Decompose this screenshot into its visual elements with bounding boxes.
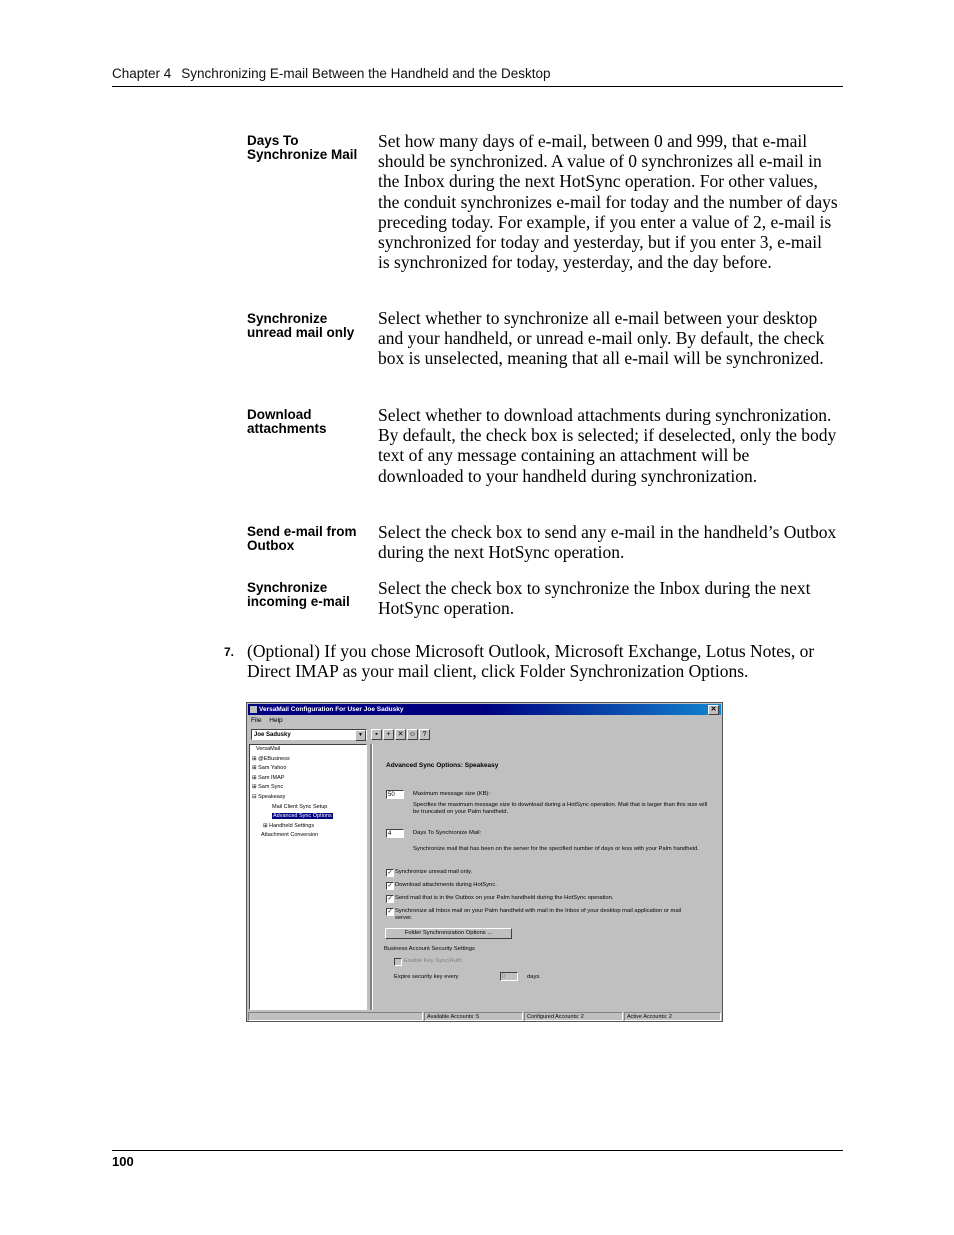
term-download-attachments: Download attachments <box>247 407 327 436</box>
menu-file[interactable]: File <box>251 717 262 724</box>
page-number: 100 <box>112 1154 134 1169</box>
desc-synchronize-incoming: Select the check box to synchronize the Inbox during the next HotSync operation. <box>378 578 811 619</box>
expire-input[interactable]: 0 <box>500 972 518 981</box>
window-titlebar <box>248 704 721 715</box>
sync-inbox-checkbox[interactable]: ✓ <box>387 909 393 915</box>
security-checkbox-label: Enable Key Sync/Auth <box>404 958 462 964</box>
new-account-icon[interactable]: + <box>383 729 394 740</box>
running-header <box>112 66 843 81</box>
desc-send-from-outbox: Select the check box to send any e-mail in the handheld’s Outbox during the next HotSync operation. <box>378 522 837 563</box>
tree-item[interactable]: VersaMail <box>256 746 281 752</box>
download-attachments-label: Download attachments during HotSync. <box>395 882 497 888</box>
close-icon[interactable]: ✕ <box>708 705 719 715</box>
tree-item[interactable]: Attachment Conversion <box>261 832 319 839</box>
chapter-label: Chapter 4 <box>112 66 172 81</box>
send-outbox-checkbox[interactable]: ✓ <box>387 896 393 902</box>
desc-synchronize-unread: Select whether to synchronize all e-mail between your desktop and your handheld, or unread e-mail only. By default, the check box is unselected, meaning that all e-mail will be synchronized. <box>378 308 825 369</box>
pane-title: Advanced Sync Options: Speakeasy <box>386 762 499 769</box>
menu-bar <box>251 716 289 726</box>
unread-only-label: Synchronize unread mail only. <box>395 869 473 875</box>
desc-days-to-synchronize: Set how many days of e-mail, between 0 and 999, that e-mail should be synchronized. A value of 0 synchronizes all e-mail in the Inbox during the next HotSync operation. For other values, the conduit synchronizes e-mail for today and the number of days preceding today. For example, if you enter a value of 2, e-mail is synchronized for today and yesterday, but if you enter 3, e-mail is synchronized for today, yesterday, and the day before. <box>378 131 838 273</box>
chevron-down-icon[interactable]: ▼ <box>355 730 366 741</box>
tree-item[interactable]: ⊞ Sam IMAP <box>252 774 285 781</box>
tree-item-selected[interactable]: Advanced Sync Options <box>273 813 332 820</box>
folder-sync-options-button[interactable]: Folder Synchronization Options ... <box>385 928 512 939</box>
status-active: Active Accounts: 2 <box>624 1012 721 1021</box>
help-icon[interactable]: ? <box>419 729 430 740</box>
user-icon[interactable]: ☺ <box>408 731 417 738</box>
chapter-title: Synchronizing E-mail Between the Handheld and the Desktop <box>181 66 551 81</box>
tree-item[interactable]: ⊞ @EBusiness <box>252 755 290 762</box>
tree-item[interactable]: ⊞ Sam Yahoo <box>252 765 287 772</box>
tree-item[interactable]: ⊟ Speakeasy <box>252 793 286 800</box>
status-configured: Configured Accounts: 2 <box>524 1012 623 1021</box>
tree-item[interactable]: ⊞ Handheld Settings <box>263 822 315 829</box>
max-size-help: Specifies the maximum message size to download during a HotSync operation. Mail that is larger than this size will be truncated on your Palm handheld. <box>413 802 708 815</box>
app-icon <box>250 706 257 713</box>
account-tree[interactable] <box>249 744 367 1010</box>
step-number: 7. <box>224 645 235 659</box>
term-send-from-outbox: Send e-mail from Outbox <box>247 524 357 553</box>
status-available: Available Accounts: 5 <box>424 1012 523 1021</box>
header-rule <box>112 86 843 87</box>
user-select-value: Joe Sadusky <box>254 732 291 738</box>
unread-only-checkbox[interactable]: ✓ <box>387 870 393 876</box>
expire-label: Expire security key every <box>394 974 459 980</box>
term-synchronize-incoming: Synchronize incoming e-mail <box>247 580 350 609</box>
send-outbox-label: Send mail that is in the Outbox on your Palm handheld during the HotSync operation. <box>395 895 614 901</box>
term-synchronize-unread: Synchronize unread mail only <box>247 311 355 340</box>
settings-pane <box>377 744 722 1010</box>
menu-help[interactable]: Help <box>269 717 283 724</box>
days-label: Days To Synchronize Mail: <box>413 830 482 836</box>
save-icon[interactable]: ▪ <box>371 729 382 740</box>
tree-item[interactable]: Mail Client Sync Setup <box>272 803 328 810</box>
tree-item[interactable]: ⊞ Sam Sync <box>252 784 284 791</box>
window-title: VersaMail Configuration For User Joe Sadusky <box>259 706 404 713</box>
days-input[interactable]: 4 <box>386 829 404 838</box>
delete-icon[interactable]: ✕ <box>395 729 406 740</box>
sync-inbox-label: Synchronize all Inbox mail on your Palm handheld with mail in the Inbox of your desktop mail application or mail server. <box>395 908 682 921</box>
days-help: Synchronize mail that has been on the server for the specified number of days or less with your Palm handheld. <box>413 846 699 852</box>
user-select[interactable] <box>251 729 367 740</box>
expire-unit: days. <box>527 974 541 980</box>
security-checkbox[interactable] <box>394 958 402 966</box>
footer-rule <box>112 1150 843 1151</box>
versamail-config-window <box>246 702 723 1022</box>
step-text: (Optional) If you chose Microsoft Outlook, Microsoft Exchange, Lotus Notes, or Direct IMAP as your mail client, click Folder Synchronization Options. <box>247 641 815 682</box>
max-size-label: Maximum message size (KB): <box>413 791 490 797</box>
pane-divider[interactable] <box>370 744 373 1010</box>
term-days-to-synchronize: Days To Synchronize Mail <box>247 133 358 162</box>
max-size-input[interactable]: 50 <box>386 790 404 799</box>
desc-download-attachments: Select whether to download attachments during synchronization. By default, the check box is selected; if deselected, only the body text of any message containing an attachment will be downloaded to your handheld during synchronization. <box>378 405 837 486</box>
download-attachments-checkbox[interactable]: ✓ <box>387 883 393 889</box>
status-bar <box>248 1012 721 1021</box>
security-heading: Business Account Security Settings <box>384 946 475 952</box>
status-empty <box>248 1012 423 1021</box>
